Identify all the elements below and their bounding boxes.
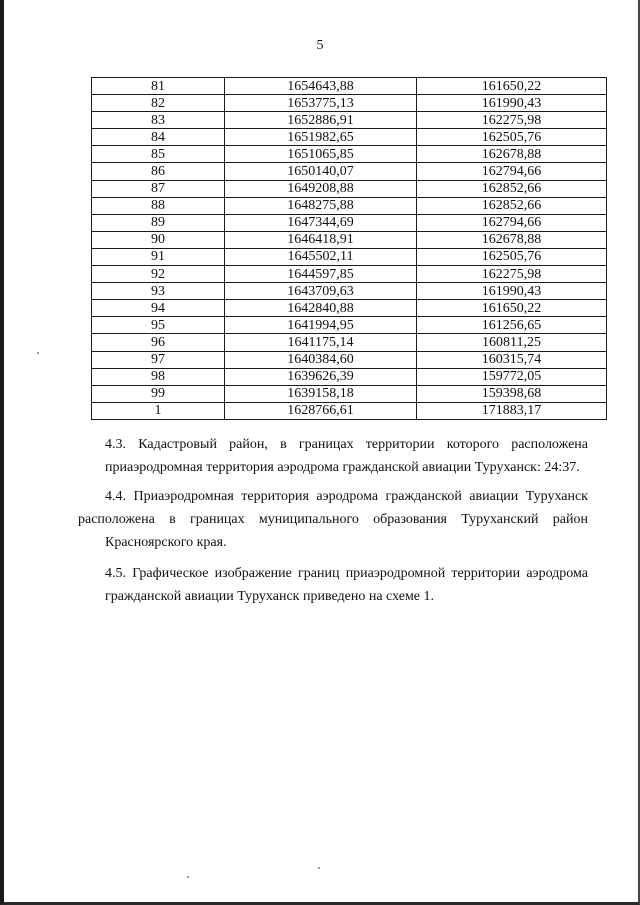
coordinates-table-body: [92, 78, 607, 420]
point-number-cell: 95: [92, 317, 225, 334]
x-coordinate-cell: 1644597,85: [225, 266, 417, 283]
point-number-cell: 96: [92, 334, 225, 351]
point-number-cell: 94: [92, 300, 225, 317]
paragraph-4-4: [78, 485, 588, 554]
y-coordinate-cell: 162275,98: [417, 112, 607, 129]
y-coordinate-cell: 162794,66: [417, 214, 607, 231]
x-coordinate-cell: 1648275,88: [225, 197, 417, 214]
table-row: [92, 317, 607, 334]
table-row: [92, 197, 607, 214]
x-coordinate-cell: 1642840,88: [225, 300, 417, 317]
table-row: [92, 95, 607, 112]
paragraph-4-3-line-1: 4.3. Кадастровый район, в границах территории которого расположена: [105, 437, 588, 452]
point-number-cell: 93: [92, 283, 225, 300]
table-row: [92, 163, 607, 180]
paragraph-4-5-line-2: гражданской авиации Туруханск приведено на схеме 1.: [105, 589, 435, 604]
y-coordinate-cell: 162852,66: [417, 180, 607, 197]
point-number-cell: 97: [92, 351, 225, 368]
y-coordinate-cell: 159398,68: [417, 385, 607, 402]
table-row: [92, 334, 607, 351]
point-number-cell: 92: [92, 266, 225, 283]
coordinates-table: [91, 77, 607, 420]
point-number-cell: 87: [92, 180, 225, 197]
point-number-cell: 85: [92, 146, 225, 163]
table-row: [92, 266, 607, 283]
y-coordinate-cell: 162505,76: [417, 248, 607, 265]
table-row: [92, 231, 607, 248]
x-coordinate-cell: 1641994,95: [225, 317, 417, 334]
paragraph-4-4-line-3: Красноярского края.: [105, 535, 227, 550]
x-coordinate-cell: 1641175,14: [225, 334, 417, 351]
y-coordinate-cell: 162852,66: [417, 197, 607, 214]
x-coordinate-cell: 1652886,91: [225, 112, 417, 129]
y-coordinate-cell: 161990,43: [417, 283, 607, 300]
x-coordinate-cell: 1650140,07: [225, 163, 417, 180]
table-row: [92, 180, 607, 197]
x-coordinate-cell: 1647344,69: [225, 214, 417, 231]
scan-speck: [318, 867, 320, 869]
table-row: [92, 283, 607, 300]
y-coordinate-cell: 161650,22: [417, 78, 607, 95]
table-row: [92, 129, 607, 146]
y-coordinate-cell: 160811,25: [417, 334, 607, 351]
x-coordinate-cell: 1646418,91: [225, 231, 417, 248]
scan-speck: [187, 876, 189, 878]
paragraph-4-4-line-2: расположена в границах муниципального образования Туруханский район: [78, 512, 588, 527]
x-coordinate-cell: 1653775,13: [225, 95, 417, 112]
table-row: [92, 78, 607, 95]
paragraph-4-5: [78, 562, 588, 608]
y-coordinate-cell: 171883,17: [417, 402, 607, 419]
x-coordinate-cell: 1640384,60: [225, 351, 417, 368]
table-row: [92, 351, 607, 368]
paragraph-4-3-line-2: приаэродромная территория аэродрома гражданской авиации Туруханск: 24:37.: [105, 460, 580, 475]
x-coordinate-cell: 1654643,88: [225, 78, 417, 95]
table-row: [92, 112, 607, 129]
y-coordinate-cell: 162678,88: [417, 146, 607, 163]
x-coordinate-cell: 1649208,88: [225, 180, 417, 197]
x-coordinate-cell: 1643709,63: [225, 283, 417, 300]
x-coordinate-cell: 1639626,39: [225, 368, 417, 385]
y-coordinate-cell: 162794,66: [417, 163, 607, 180]
table-row: [92, 214, 607, 231]
point-number-cell: 88: [92, 197, 225, 214]
y-coordinate-cell: 159772,05: [417, 368, 607, 385]
x-coordinate-cell: 1645502,11: [225, 248, 417, 265]
point-number-cell: 99: [92, 385, 225, 402]
y-coordinate-cell: 161256,65: [417, 317, 607, 334]
point-number-cell: 81: [92, 78, 225, 95]
y-coordinate-cell: 161990,43: [417, 95, 607, 112]
paragraph-4-4-line-1: 4.4. Приаэродромная территория аэродрома гражданской авиации Туруханск: [105, 489, 588, 504]
table-row: [92, 300, 607, 317]
y-coordinate-cell: 162678,88: [417, 231, 607, 248]
point-number-cell: 84: [92, 129, 225, 146]
scan-speck: [37, 352, 39, 354]
table-row: [92, 402, 607, 419]
point-number-cell: 90: [92, 231, 225, 248]
table-row: [92, 385, 607, 402]
table-row: [92, 248, 607, 265]
table-row: [92, 368, 607, 385]
point-number-cell: 98: [92, 368, 225, 385]
point-number-cell: 1: [92, 402, 225, 419]
table-row: [92, 146, 607, 163]
y-coordinate-cell: 161650,22: [417, 300, 607, 317]
x-coordinate-cell: 1628766,61: [225, 402, 417, 419]
paragraph-4-5-line-1: 4.5. Графическое изображение границ приаэродромной территории аэродрома: [105, 566, 588, 581]
x-coordinate-cell: 1639158,18: [225, 385, 417, 402]
x-coordinate-cell: 1651982,65: [225, 129, 417, 146]
paragraph-4-3: [78, 433, 588, 479]
y-coordinate-cell: 160315,74: [417, 351, 607, 368]
point-number-cell: 83: [92, 112, 225, 129]
y-coordinate-cell: 162505,76: [417, 129, 607, 146]
point-number-cell: 86: [92, 163, 225, 180]
x-coordinate-cell: 1651065,85: [225, 146, 417, 163]
point-number-cell: 82: [92, 95, 225, 112]
point-number-cell: 91: [92, 248, 225, 265]
point-number-cell: 89: [92, 214, 225, 231]
y-coordinate-cell: 162275,98: [417, 266, 607, 283]
page-number: 5: [316, 38, 324, 53]
